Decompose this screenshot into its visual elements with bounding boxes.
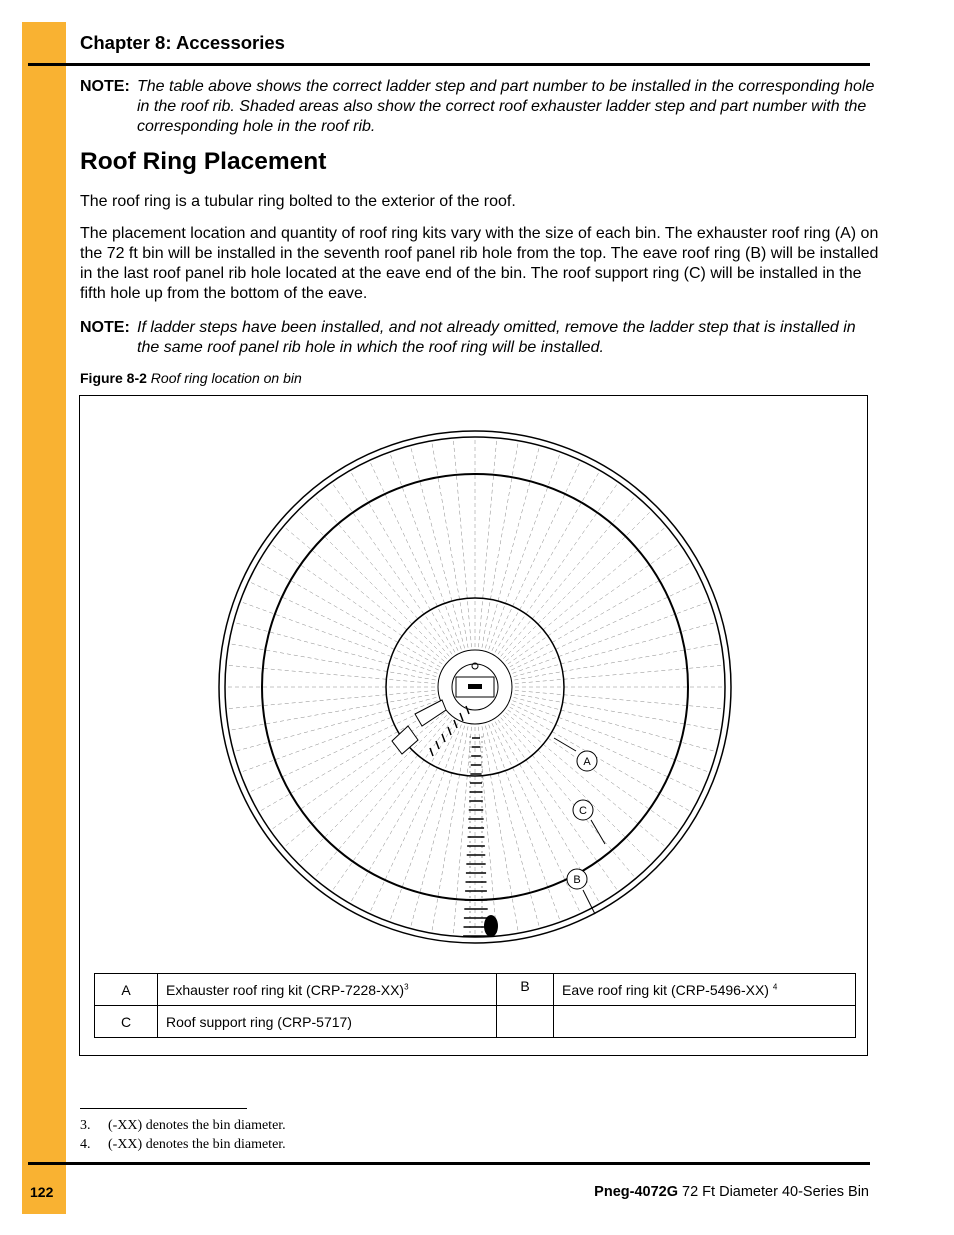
- rib-line: [510, 562, 692, 667]
- exhauster-motor: [392, 726, 418, 754]
- exhauster-fan: [415, 700, 446, 726]
- rib-line: [495, 470, 600, 652]
- rib-line: [501, 718, 636, 879]
- roof-ladder: [430, 706, 489, 941]
- footnote-number: 4.: [80, 1137, 91, 1152]
- footnote-text: (-XX) denotes the bin diameter.: [108, 1137, 286, 1152]
- rib-line: [453, 438, 471, 647]
- callout-c-leader: [591, 820, 605, 844]
- document-code: Pneg-4072G: [594, 1184, 678, 1200]
- rib-line: [501, 495, 636, 656]
- legend-row: [95, 1006, 856, 1038]
- rib-line: [510, 707, 692, 812]
- rib-line: [283, 713, 444, 848]
- chapter-title: Chapter 8: Accessories: [80, 32, 285, 53]
- footnote-text: (-XX) denotes the bin diameter.: [108, 1118, 286, 1133]
- footnote: [80, 1137, 286, 1153]
- exhauster-ladder-step: [436, 741, 439, 749]
- note-text: If ladder steps have been installed, and not already omitted, remove the ladder step that is installed in the same roof panel rib hole in which the roof ring will be installed.: [137, 319, 856, 356]
- footnote-ref: 3: [404, 981, 409, 991]
- rib-line: [453, 727, 471, 936]
- rib-line: [298, 510, 446, 658]
- rib-line: [226, 690, 435, 708]
- note-label: NOTE:: [80, 319, 130, 336]
- rib-line: [514, 694, 721, 730]
- legend-key: A: [95, 974, 158, 1006]
- paragraph-placement: The placement location and quantity of roof ring kits vary with the size of each bin. The exhauster roof ring (A) on the 72 ft bin will be installed in the seventh roof panel rib hole from the top. The eave roof ring (B) will be installed in the last roof panel rib hole located at the eave end of the bin. The roof support ring (C) will be installed in the fifth hole up from the bottom of the eave.: [80, 225, 879, 302]
- rib-line: [314, 495, 449, 656]
- roof-cap-slot: [468, 684, 482, 689]
- callout-b-leader: [583, 890, 595, 914]
- note-top: [80, 77, 880, 137]
- legend-desc-text: Eave roof ring kit (CRP-5496-XX): [562, 981, 769, 998]
- rib-line: [478, 727, 496, 936]
- rib-line: [258, 562, 440, 667]
- legend-key: [497, 1006, 554, 1038]
- section-title: Roof Ring Placement: [80, 148, 327, 175]
- document-title: [594, 1184, 869, 1200]
- rib-line: [350, 470, 455, 652]
- rib-line: [432, 441, 468, 648]
- document-name: 72 Ft Diameter 40-Series Bin: [678, 1184, 869, 1200]
- footer-rule: [28, 1162, 870, 1165]
- rib-line: [482, 441, 518, 648]
- figure-number: Figure 8-2: [80, 370, 147, 386]
- rib-line: [229, 644, 436, 680]
- paragraph-intro: The roof ring is a tubular ring bolted to the exterior of the roof.: [80, 193, 516, 210]
- exhauster-ladder-step: [448, 727, 451, 735]
- figure-caption: [80, 370, 302, 386]
- rib-line: [506, 713, 667, 848]
- header-rule: [28, 63, 870, 66]
- legend-key: B: [497, 974, 554, 1006]
- note-text: The table above shows the correct ladder step and part number to be installed in the corresponding hole in the roof rib. Shaded areas also show the correct roof exhauster ladder step and part number with the corresponding hole in the roof rib.: [137, 78, 875, 135]
- footnote-number: 3.: [80, 1118, 91, 1133]
- figure-legend-table: [94, 973, 856, 1038]
- footnote-ref: 4: [772, 981, 778, 991]
- chapter-sidebar-bar: [22, 22, 66, 1214]
- rib-line: [503, 510, 651, 658]
- callout-c-label: C: [579, 805, 587, 817]
- exhauster-ladder-step: [454, 720, 457, 728]
- rib-line: [314, 718, 449, 879]
- rib-line: [515, 665, 724, 683]
- legend-row: [95, 974, 856, 1006]
- page-number: 122: [30, 1184, 54, 1200]
- rib-line: [515, 690, 724, 708]
- rib-line: [478, 438, 496, 647]
- rib-line: [506, 526, 667, 661]
- rib-line: [513, 601, 710, 673]
- figure-frame: [79, 395, 868, 1056]
- legend-desc: [554, 1006, 856, 1038]
- legend-desc-text: Exhauster roof ring kit (CRP-7228-XX): [166, 981, 405, 998]
- figure-title: Roof ring location on bin: [150, 370, 302, 386]
- rib-line: [283, 526, 444, 661]
- callout-b-label: B: [573, 874, 581, 886]
- callout-a-leader: [554, 738, 576, 751]
- exhauster-ladder-step: [442, 734, 445, 742]
- note-label: NOTE:: [80, 78, 130, 95]
- ladder-base-marker: [484, 915, 498, 937]
- rib-line: [240, 601, 437, 673]
- legend-desc: [158, 974, 497, 1006]
- rib-line: [489, 725, 561, 922]
- legend-key: C: [95, 1006, 158, 1038]
- footnote-rule: [80, 1108, 247, 1109]
- legend-desc: Roof support ring (CRP-5717): [158, 1006, 497, 1038]
- rib-line: [513, 701, 710, 773]
- callout-a-label: A: [583, 756, 591, 768]
- rib-line: [298, 715, 446, 863]
- rib-line: [432, 726, 468, 933]
- legend-desc: [554, 974, 856, 1006]
- rib-line: [489, 452, 561, 649]
- rib-line: [229, 694, 436, 730]
- rib-line: [226, 665, 435, 683]
- rib-line: [389, 452, 461, 649]
- rib-line: [514, 644, 721, 680]
- rib-line: [503, 715, 651, 863]
- footnote: [80, 1118, 286, 1134]
- roof-diagram: [80, 396, 869, 1057]
- rib-line: [482, 726, 518, 933]
- rib-line: [389, 725, 461, 922]
- rib-line: [258, 707, 440, 812]
- note-ladder: [80, 318, 880, 358]
